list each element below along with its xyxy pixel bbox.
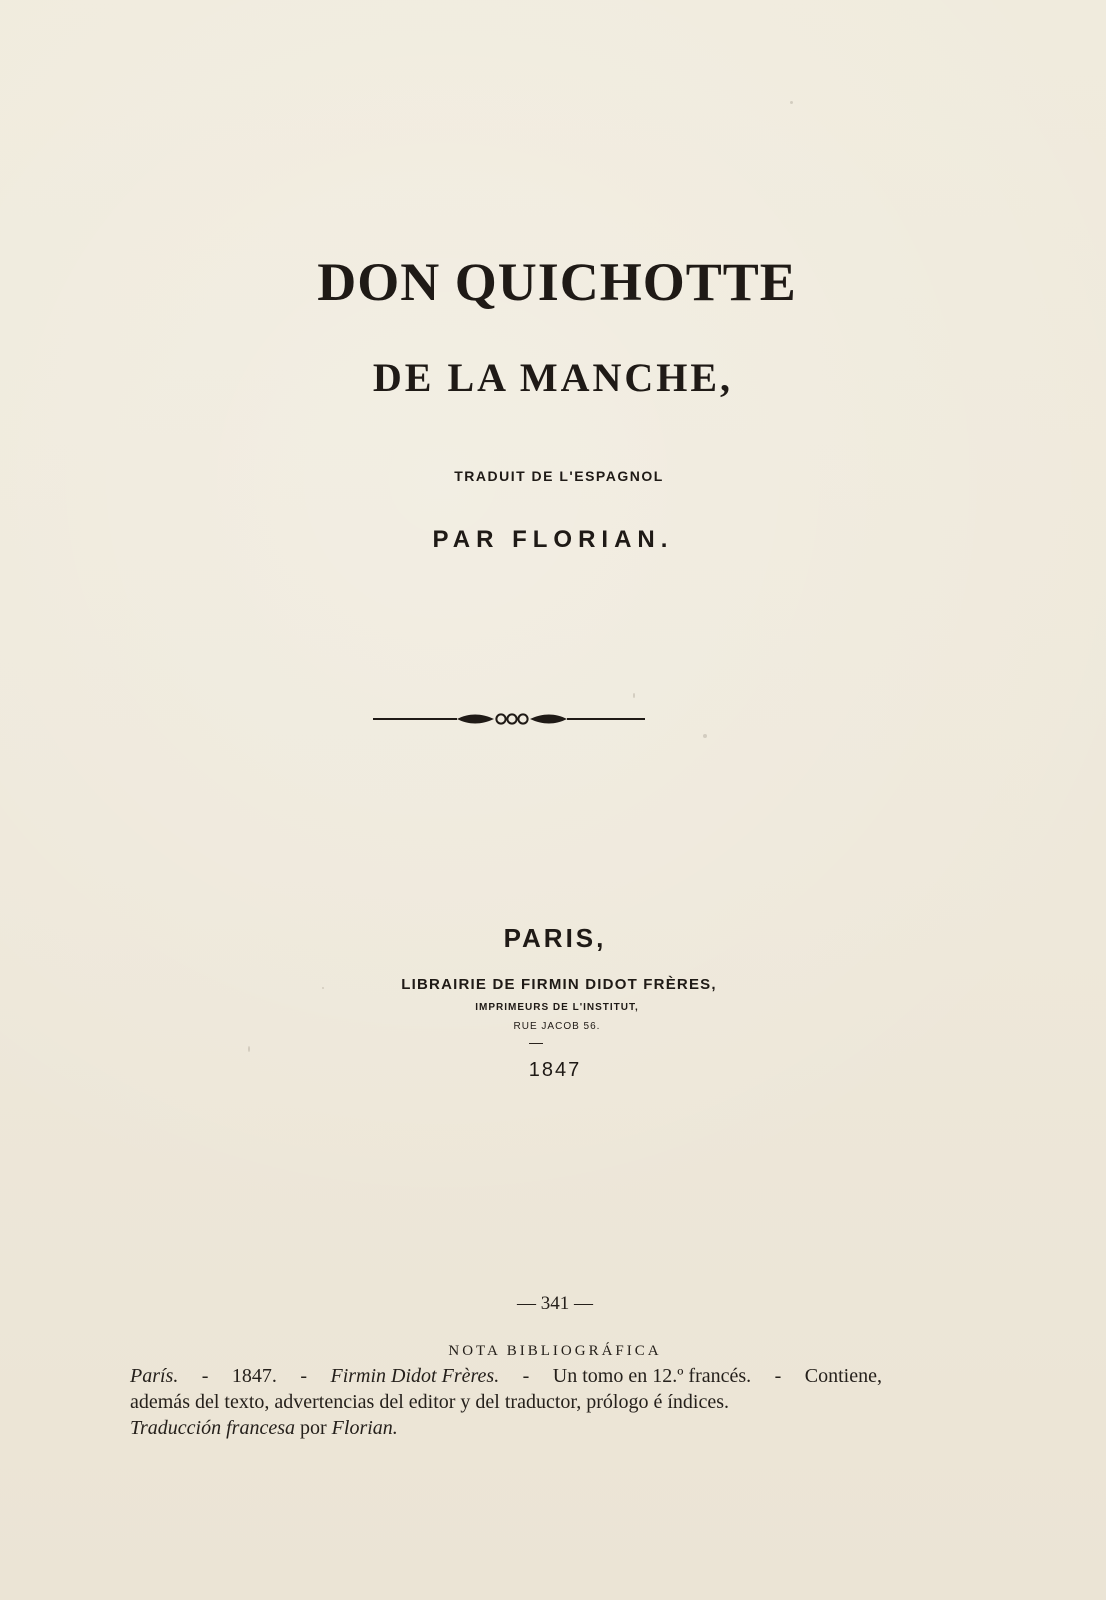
translation-line: TRADUIT DE L'ESPAGNOL — [454, 468, 664, 484]
imprint-year: 1847 — [528, 1059, 582, 1081]
paper-speck — [790, 101, 793, 104]
imprint-city: PARIS, — [503, 923, 607, 953]
note-line-1 — [130, 1363, 882, 1389]
paper-speck — [703, 734, 707, 738]
note-by: por — [300, 1417, 327, 1439]
paper-speck — [633, 693, 635, 698]
ornamental-divider — [373, 708, 645, 730]
imprint-printers: IMPRIMEURS DE L'INSTITUT, — [475, 1002, 639, 1013]
note-contents-start: Contiene, — [804, 1365, 882, 1387]
imprint-publisher: LIBRAIRIE DE FIRMIN DIDOT FRÈRES, — [401, 976, 717, 993]
note-separator: - — [522, 1365, 530, 1387]
imprint-address: RUE JACOB 56. — [513, 1021, 601, 1032]
bibliographic-note — [130, 1363, 882, 1441]
note-separator: - — [300, 1365, 308, 1387]
paper-speck — [322, 987, 324, 989]
note-translation: Traducción francesa — [130, 1417, 295, 1439]
book-title: DON QUICHOTTE — [317, 252, 797, 312]
note-separator: - — [201, 1365, 209, 1387]
note-place: París. — [130, 1365, 179, 1387]
note-separator: - — [774, 1365, 782, 1387]
paper-speck — [248, 1046, 250, 1052]
note-publisher: Firmin Didot Frères. — [330, 1365, 500, 1387]
note-year: 1847. — [231, 1365, 277, 1387]
author-line: PAR FLORIAN. — [432, 526, 674, 553]
note-line-3 — [130, 1415, 882, 1441]
ornament-circle-right — [518, 714, 527, 723]
note-volume: Un tomo en 12.º francés. — [552, 1365, 752, 1387]
ornament-circle-center — [507, 714, 516, 723]
page-number: — 341 — — [517, 1293, 593, 1314]
ornament-right-flourish — [530, 715, 567, 724]
note-line-2: además del texto, advertencias del editor y del traductor, prólogo é índices. — [130, 1391, 729, 1413]
note-translator: Florian. — [331, 1417, 398, 1439]
ornament-circle-left — [496, 714, 505, 723]
book-subtitle: DE LA MANCHE, — [372, 355, 734, 400]
ornament-left-flourish — [457, 715, 494, 724]
imprint-divider — [529, 1043, 543, 1044]
note-heading: NOTA BIBLIOGRÁFICA — [448, 1343, 662, 1359]
